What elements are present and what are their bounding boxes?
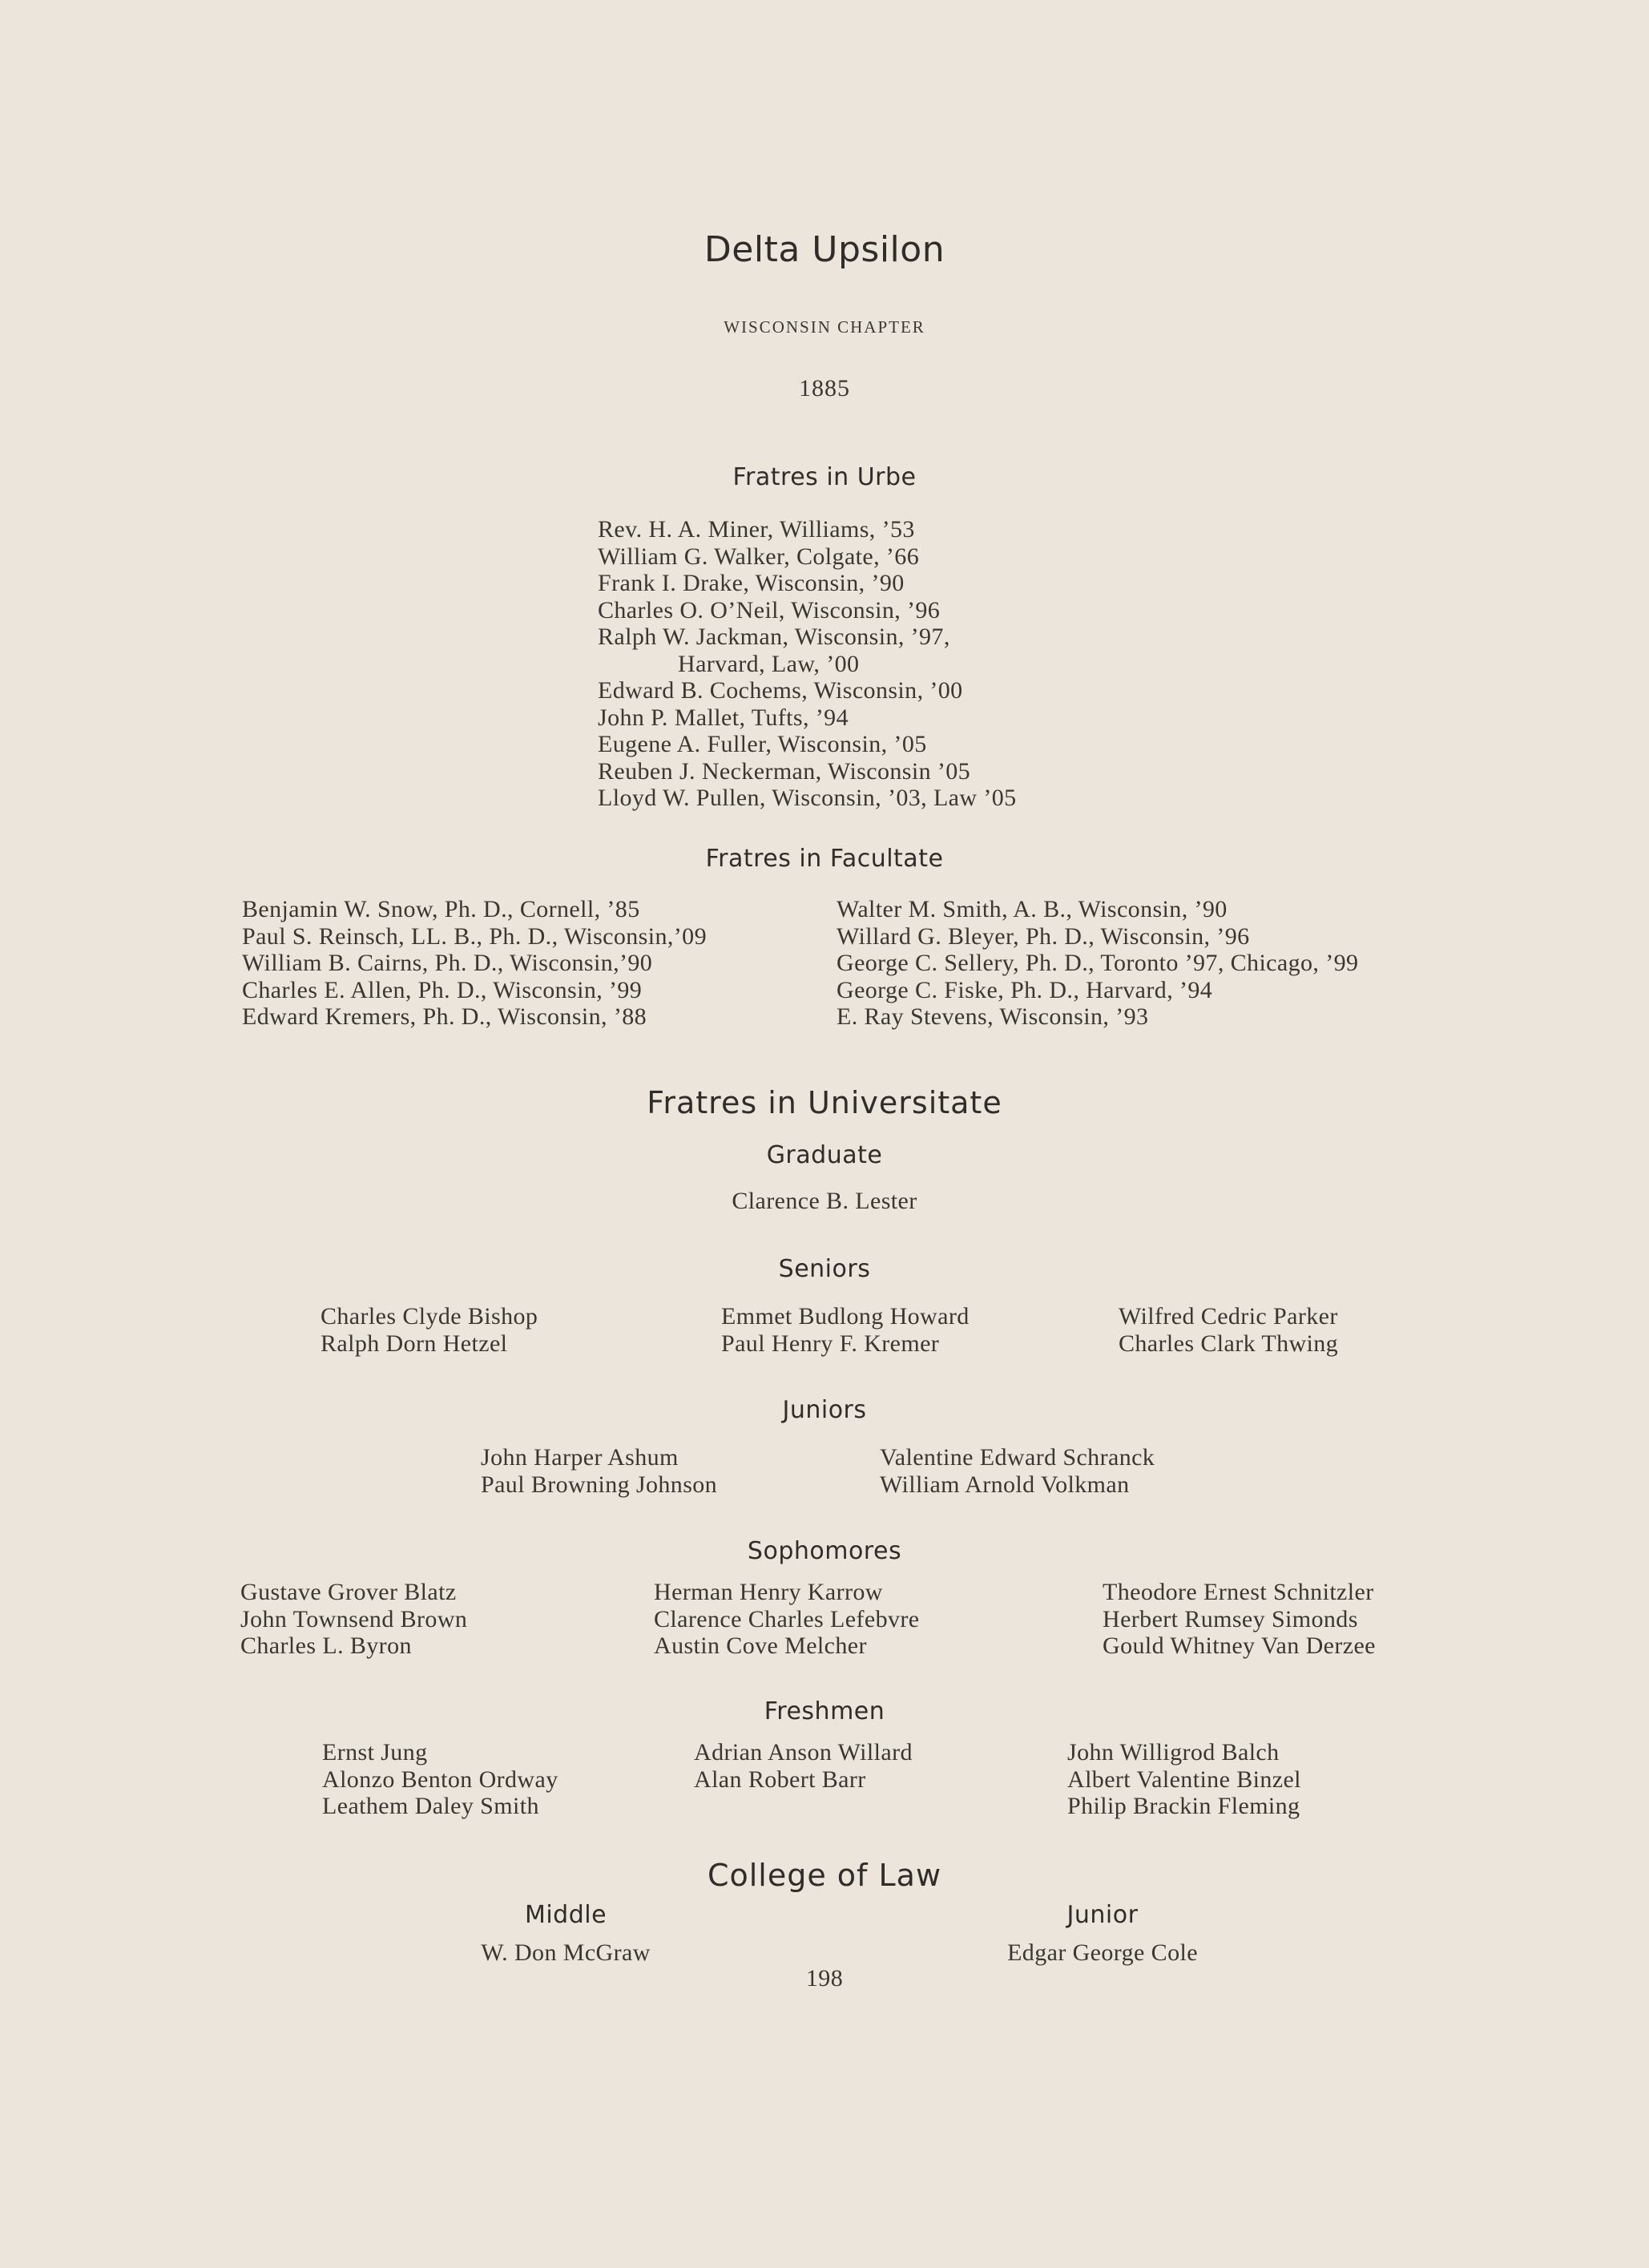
list-item: George C. Sellery, Ph. D., Toronto ’97, Chicago, ’99 <box>837 950 1359 976</box>
list-item: Frank I. Drake, Wisconsin, ’90 <box>598 570 905 596</box>
list-item: Albert Valentine Binzel <box>1067 1766 1301 1793</box>
graduate-name: Clarence B. Lester <box>732 1188 917 1214</box>
freshmen-col3 <box>1067 1739 1301 1820</box>
list-item: Leathem Daley Smith <box>322 1793 539 1819</box>
list-item: Austin Cove Melcher <box>654 1632 867 1659</box>
urbe-heading: Fratres in Urbe <box>732 463 917 491</box>
page-title: Delta Upsilon <box>704 229 945 270</box>
list-item: John Harper Ashum <box>481 1444 679 1471</box>
list-item: Wilfred Cedric Parker <box>1119 1303 1338 1330</box>
list-item: Valentine Edward Schranck <box>880 1444 1155 1471</box>
sophomores-heading: Sophomores <box>747 1537 902 1565</box>
graduate-heading: Graduate <box>766 1141 883 1169</box>
list-item: William Arnold Volkman <box>880 1471 1130 1498</box>
sophomores-col3 <box>1103 1579 1376 1660</box>
sophomores-col1 <box>240 1579 467 1660</box>
list-item: Charles Clark Thwing <box>1119 1330 1339 1357</box>
list-item: Rev. H. A. Miner, Williams, ’53 <box>598 516 915 543</box>
freshmen-heading: Freshmen <box>764 1697 885 1725</box>
list-item: Reuben J. Neckerman, Wisconsin ’05 <box>598 757 971 785</box>
list-item: Walter M. Smith, A. B., Wisconsin, ’90 <box>837 896 1228 922</box>
juniors-col2 <box>880 1444 1155 1498</box>
urbe-list <box>598 516 1017 812</box>
list-item: Benjamin W. Snow, Ph. D., Cornell, ’85 <box>242 896 640 922</box>
list-item: Willard G. Bleyer, Ph. D., Wisconsin, ’96 <box>837 922 1250 950</box>
list-item: Herman Henry Karrow <box>654 1579 883 1605</box>
list-item: Ernst Jung <box>322 1739 428 1766</box>
seniors-col2 <box>721 1303 970 1357</box>
list-item: George C. Fiske, Ph. D., Harvard, ’94 <box>837 976 1213 1003</box>
facultate-heading: Fratres in Facultate <box>705 845 944 873</box>
list-item: Philip Brackin Fleming <box>1067 1793 1300 1819</box>
list-item: Adrian Anson Willard <box>694 1739 913 1766</box>
list-item: Edward Kremers, Ph. D., Wisconsin, ’88 <box>242 1003 647 1030</box>
sophomores-col2 <box>654 1579 920 1660</box>
list-item: Herbert Rumsey Simonds <box>1103 1605 1358 1632</box>
page-number: 198 <box>805 1965 844 1992</box>
seniors-heading: Seniors <box>778 1255 871 1283</box>
list-item: Emmet Budlong Howard <box>721 1303 970 1330</box>
freshmen-col2 <box>694 1739 913 1793</box>
list-item: Gould Whitney Van Derzee <box>1103 1632 1376 1659</box>
list-item: Lloyd W. Pullen, Wisconsin, ’03, Law ’05 <box>598 785 1017 811</box>
founding-year: 1885 <box>799 375 850 402</box>
juniors-heading: Juniors <box>782 1396 867 1424</box>
universitate-heading: Fratres in Universitate <box>647 1085 1002 1120</box>
list-item: Charles O. O’Neil, Wisconsin, ’96 <box>598 596 941 623</box>
list-item: Paul S. Reinsch, LL. B., Ph. D., Wisconsin,’09 <box>242 922 707 950</box>
list-item: E. Ray Stevens, Wisconsin, ’93 <box>837 1003 1149 1030</box>
law-middle-name: W. Don McGraw <box>481 1939 651 1966</box>
list-item: Clarence Charles Lefebvre <box>654 1605 920 1632</box>
law-heading: College of Law <box>707 1858 942 1893</box>
seniors-col3 <box>1119 1303 1338 1357</box>
list-item: Ralph W. Jackman, Wisconsin, ’97, <box>598 623 950 650</box>
list-item: Alan Robert Barr <box>694 1766 866 1793</box>
list-item: John Willigrod Balch <box>1067 1739 1280 1766</box>
list-item: Eugene A. Fuller, Wisconsin, ’05 <box>598 731 927 757</box>
chapter-subtitle: WISCONSIN CHAPTER <box>724 317 925 337</box>
list-item: Charles Clyde Bishop <box>321 1303 538 1330</box>
list-item: William G. Walker, Colgate, ’66 <box>598 543 920 570</box>
list-item: William B. Cairns, Ph. D., Wisconsin,’90 <box>242 950 653 976</box>
list-item: Charles L. Byron <box>240 1632 412 1659</box>
law-middle-heading: Middle <box>524 1901 607 1929</box>
seniors-col1 <box>321 1303 538 1357</box>
law-junior-heading: Junior <box>1066 1901 1139 1929</box>
list-item: John P. Mallet, Tufts, ’94 <box>598 704 849 731</box>
facultate-left-list <box>242 896 707 1031</box>
facultate-right-list <box>837 896 1358 1031</box>
list-item: Harvard, Law, ’00 <box>678 650 860 677</box>
list-item: Charles E. Allen, Ph. D., Wisconsin, ’99 <box>242 976 643 1003</box>
list-item: Paul Henry F. Kremer <box>721 1330 940 1357</box>
list-item: Theodore Ernest Schnitzler <box>1103 1579 1374 1605</box>
list-item: Gustave Grover Blatz <box>240 1579 457 1605</box>
list-item: Ralph Dorn Hetzel <box>321 1330 508 1357</box>
law-junior-name: Edgar George Cole <box>1007 1939 1198 1966</box>
juniors-col1 <box>481 1444 717 1498</box>
list-item: John Townsend Brown <box>240 1605 468 1632</box>
freshmen-col1 <box>322 1739 558 1820</box>
list-item: Edward B. Cochems, Wisconsin, ’00 <box>598 677 963 704</box>
list-item: Paul Browning Johnson <box>481 1471 718 1498</box>
list-item: Alonzo Benton Ordway <box>322 1766 558 1793</box>
